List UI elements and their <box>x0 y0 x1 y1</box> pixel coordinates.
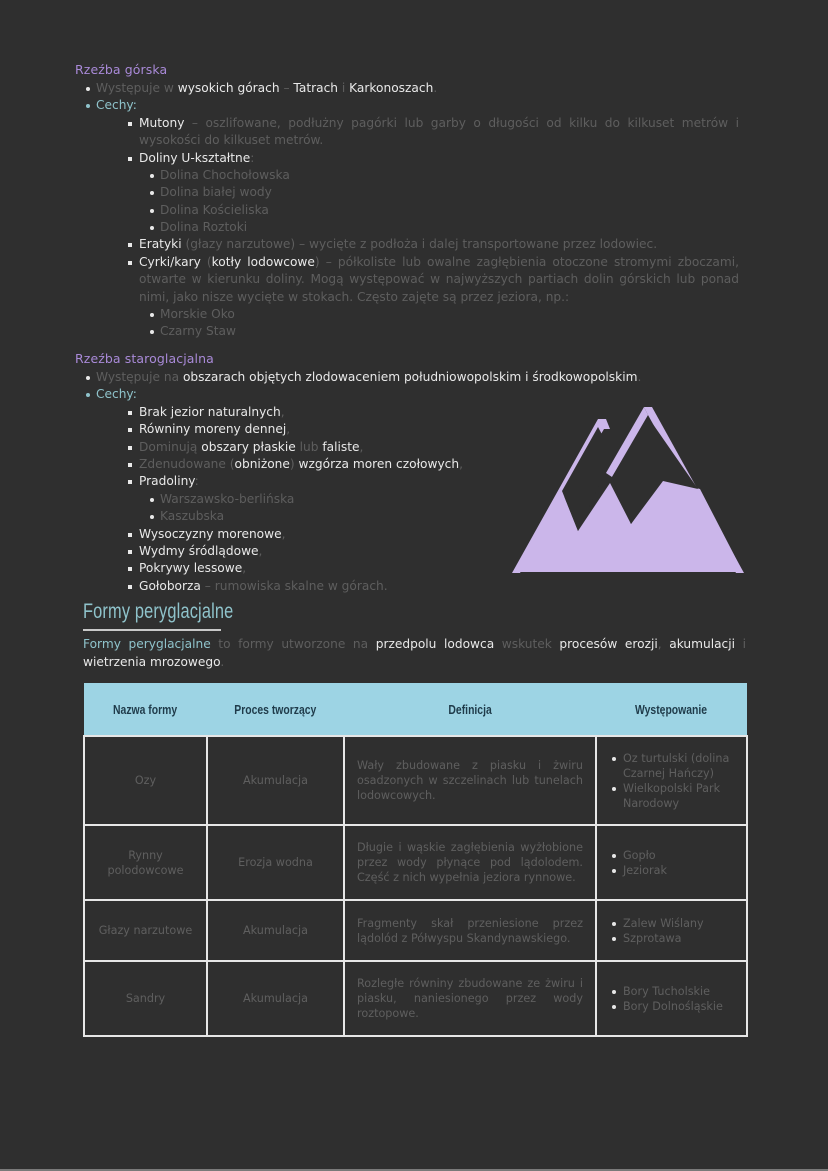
column-header: Występowanie <box>596 683 747 736</box>
cell-definition: Długie i wąskie zagłębienia wyżłobione przez wody płynące pod lądolodem. Część z nich wypełnia jeziora rynnowe. <box>344 825 596 900</box>
occurrence-item: Wielkopolski Park Narodowy <box>623 781 734 811</box>
mountain-occurrence: Występuje w wysokich górach – Tatrach i Karkonoszach. <box>96 81 438 95</box>
cyrki-item-cont: nimi, jako nisze wycięte w stokach. Często zajęte są przez jeziora, np.: <box>139 290 570 304</box>
feature-item: Zdenudowane (obniżone) wzgórza moren czołowych, <box>139 457 463 471</box>
occurrence-item: Bory Tucholskie <box>623 984 734 999</box>
dolina-item: Dolina białej wody <box>160 185 272 199</box>
feature-item: Wydmy śródlądowe, <box>139 544 263 558</box>
cell-process: Akumulacja <box>207 736 344 825</box>
table-row <box>84 825 747 900</box>
cell-name: Rynny polodowcowe <box>84 825 207 900</box>
heading-underline <box>83 629 221 631</box>
oldglacial-features-label: Cechy: <box>96 387 137 401</box>
cell-process: Akumulacja <box>207 900 344 961</box>
cell-occurrence <box>596 736 747 825</box>
lake-item: Czarny Staw <box>160 324 236 338</box>
pradolina-item: Kaszubska <box>160 509 225 523</box>
periglacial-forms-table <box>83 683 748 1037</box>
dolina-item: Dolina Chochołowska <box>160 168 290 182</box>
eratyki-item: Eratyki (głazy narzutowe) – wycięte z podłoża i dalej transportowane przez lodowiec. <box>139 237 658 251</box>
feature-item: Brak jezior naturalnych, <box>139 405 285 419</box>
doliny-item: Doliny U-kształtne: <box>139 151 255 165</box>
feature-item: Wysoczyzny morenowe, <box>139 527 286 541</box>
cell-occurrence <box>596 961 747 1036</box>
cyrki-item-cont: otwarte w kierunku doliny. Mogą występować w najwyższych partiach dolin górskich lub ponad <box>139 272 739 286</box>
feature-item: Gołoborza – rumowiska skalne w górach. <box>139 579 388 593</box>
cell-name: Ozy <box>84 736 207 825</box>
occurrence-item: Oz turtulski (dolina Czarnej Hańczy) <box>623 751 734 781</box>
cyrki-item: Cyrki/kary (kotły lodowcowe) – półkoliste lub owalne zagłębienia otoczone stromymi zboczami, <box>139 255 739 269</box>
feature-item: Pokrywy lessowe, <box>139 561 247 575</box>
table-row <box>84 961 747 1036</box>
cell-name: Sandry <box>84 961 207 1036</box>
mountain-icon <box>510 403 746 575</box>
column-header: Proces tworzący <box>207 683 344 736</box>
feature-item: Pradoliny: <box>139 474 199 488</box>
lake-item: Morskie Oko <box>160 307 235 321</box>
section-heading-periglacial: Formy peryglacjalne <box>83 600 234 623</box>
mutony-item-cont: wysokości do kilkuset metrów. <box>139 133 324 147</box>
dolina-item: Dolina Roztoki <box>160 220 248 234</box>
table-row <box>84 900 747 961</box>
occurrence-item: Szprotawa <box>623 931 734 946</box>
mutony-item: Mutony – oszlifowane, podłużny pagórki lub garby o długości od kilku do kilkuset metrów i <box>139 116 739 130</box>
mountain-features-label: Cechy: <box>96 98 137 112</box>
feature-item: Równiny moreny dennej, <box>139 422 291 436</box>
occurrence-item: Jeziorak <box>623 863 734 878</box>
feature-item: Dominują obszary płaskie lub faliste, <box>139 440 364 454</box>
table-header-row <box>84 683 747 736</box>
occurrence-item: Bory Dolnośląskie <box>623 999 734 1014</box>
cell-process: Erozja wodna <box>207 825 344 900</box>
cell-process: Akumulacja <box>207 961 344 1036</box>
cell-name: Głazy narzutowe <box>84 900 207 961</box>
cell-occurrence <box>596 900 747 961</box>
cell-definition: Wały zbudowane z piasku i żwiru osadzonych w szczelinach lub tunelach lodowcowych. <box>344 736 596 825</box>
occurrence-item: Gopło <box>623 848 734 863</box>
dolina-item: Dolina Kościeliska <box>160 203 269 217</box>
cell-definition: Rozległe równiny zbudowane ze żwiru i piasku, naniesionego przez wody roztopowe. <box>344 961 596 1036</box>
periglacial-intro: Formy peryglacjalne to formy utworzone na przedpolu lodowca wskutek procesów erozji, akumulacji i <box>83 637 747 651</box>
cell-definition: Fragmenty skał przeniesione przez lądolód z Półwyspu Skandynawskiego. <box>344 900 596 961</box>
column-header: Nazwa formy <box>84 683 207 736</box>
pradolina-item: Warszawsko-berlińska <box>160 492 295 506</box>
occurrence-item: Zalew Wiślany <box>623 916 734 931</box>
oldglacial-occurrence: Występuje na obszarach objętych zlodowaceniem południowopolskim i środkowopolskim. <box>96 370 642 384</box>
table-row <box>84 736 747 825</box>
section-title-mountain: Rzeźba górska <box>75 62 168 77</box>
section-title-oldglacial: Rzeźba staroglacjalna <box>75 351 214 366</box>
periglacial-intro-cont: wietrzenia mrozowego. <box>83 655 225 669</box>
column-header: Definicja <box>344 683 596 736</box>
cell-occurrence <box>596 825 747 900</box>
